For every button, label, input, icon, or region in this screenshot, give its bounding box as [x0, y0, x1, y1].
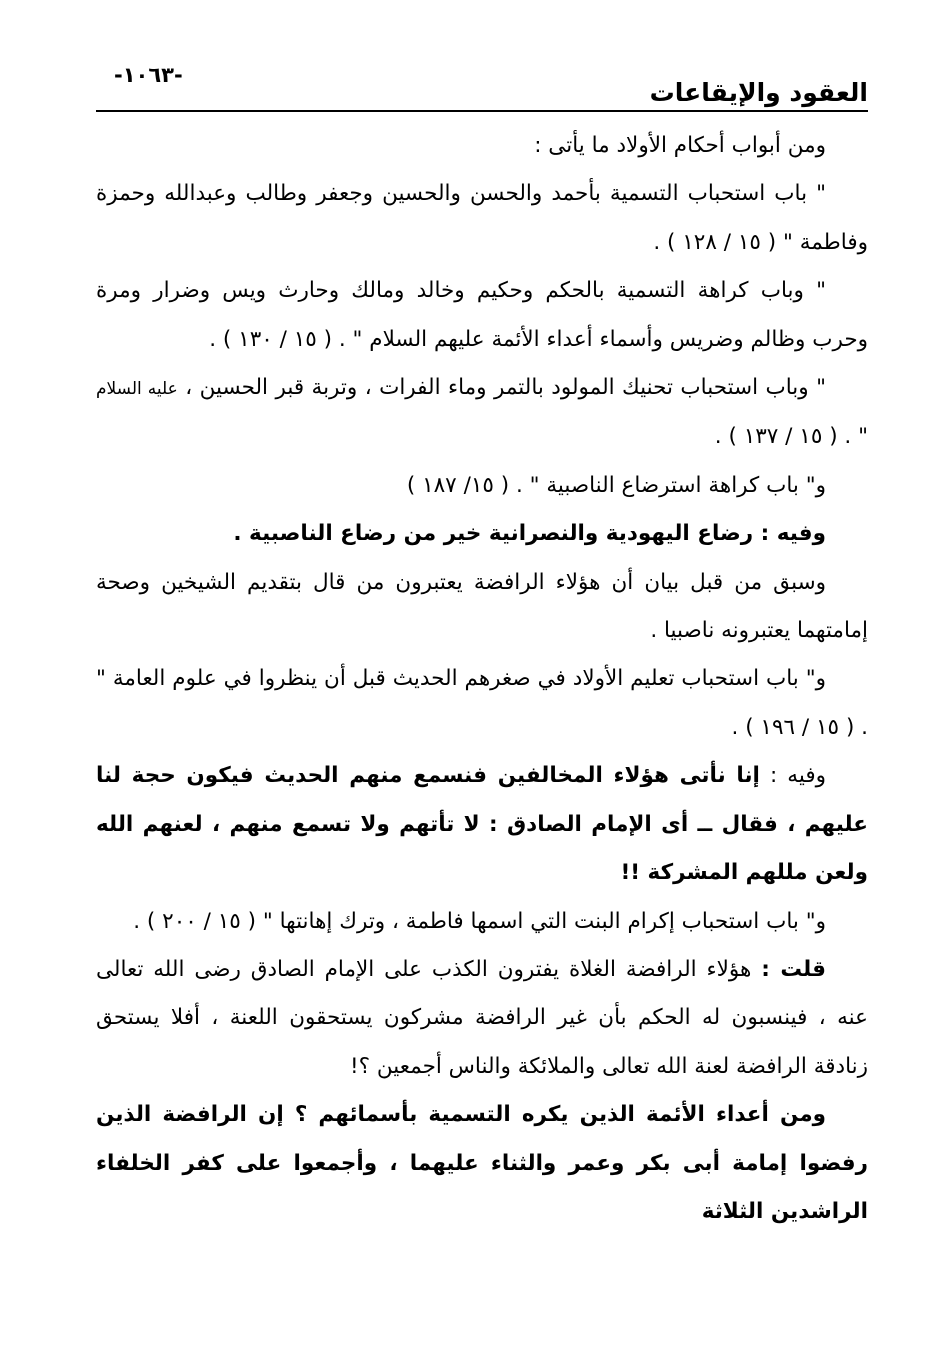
tahnik-text: " وباب استحباب تحنيك المولود بالتمر وماء الفرات ، وتربة قبر الحسين ، — [185, 375, 826, 401]
comment-label: قلت : — [761, 956, 826, 982]
paragraph-tahnik — [96, 364, 868, 462]
comment-text: هؤلاء الرافضة الغلاة يفترون الكذب على الإمام الصادق رضى الله تعالى عنه ، فينسبون له الحكم بأن غير الرافضة مشركون يستحقون اللعنة ، أفلا يستحق زنادقة الرافضة لعنة الله تعالى والملائكة والناس أجمعين ؟! — [96, 956, 868, 1079]
running-title: العقود والإيقاعات — [649, 78, 868, 107]
page-header — [96, 58, 868, 112]
paragraph-teaching: و" باب استحباب تعليم الأولاد في صغرهم الحديث قبل أن ينظروا في علوم العامة " . ( ١٥ / ١٩٦ ) . — [96, 666, 868, 740]
paragraph-teaching-note — [96, 752, 868, 897]
tahnik-reference: " . ( ١٥ / ١٣٧ ) . — [714, 424, 868, 450]
paragraph-intro: ومن أبواب أحكام الأولاد ما يأتى : — [534, 133, 826, 158]
page-number: -١٠٦٣- — [114, 63, 183, 87]
note-label: وفيه : — [769, 763, 826, 789]
paragraph-fatima: و" باب استحباب إكرام البنت التي اسمها فاطمة ، وترك إهانتها " ( ١٥ / ٢٠٠ ) . — [133, 908, 826, 934]
header-rule — [96, 110, 868, 112]
peace-honorific: عليه السلام — [96, 379, 178, 400]
paragraph-enemies: ومن أعداء الأئمة الذين يكره التسمية بأسمائهم ؟ إن الرافضة الذين رفضوا إمامة أبى بكر وعمر والثناء عليهما ، وأجمعوا على كفر الخلفاء الراشدين الثلاثة — [96, 1102, 868, 1224]
paragraph-naming-disliked: " وباب كراهة التسمية بالحكم وحكيم وخالد ومالك وحارث ويس وضرار ومرة وحرب وظالم وضريس وأسماء أعداء الأئمة عليهم السلام " . ( ١٥ / ١٣٠ ) . — [96, 278, 868, 352]
body-text — [96, 122, 868, 1236]
paragraph-naming-recommended: " باب استحباب التسمية بأحمد والحسن والحسين وجعفر وطالب وعبدالله وحمزة وفاطمة " ( ١٥ / ١٢٨ ) . — [96, 181, 868, 255]
paragraph-nursing-note: وفيه : رضاع اليهودية والنصرانية خير من رضاع الناصبية . — [233, 521, 826, 547]
paragraph-comment — [96, 946, 868, 1091]
note-quote: إنا نأتى هؤلاء المخالفين فنسمع منهم الحديث فيكون حجة لنا عليهم ، فقال ــ أى الإمام الصادق : لا تأتهم ولا تسمع منهم ، لعنهم الله ولعن مللهم المشركة !! — [96, 763, 868, 886]
paragraph-nasibi-explanation: وسبق من قبل بيان أن هؤلاء الرافضة يعتبرون من قال بتقديم الشيخين وصحة إمامتهما يعتبرونه ناصبيا . — [96, 569, 868, 644]
paragraph-nursing: و" باب كراهة استرضاع الناصبية " . ( ١٥/ ١٨٧ ) — [406, 472, 826, 498]
